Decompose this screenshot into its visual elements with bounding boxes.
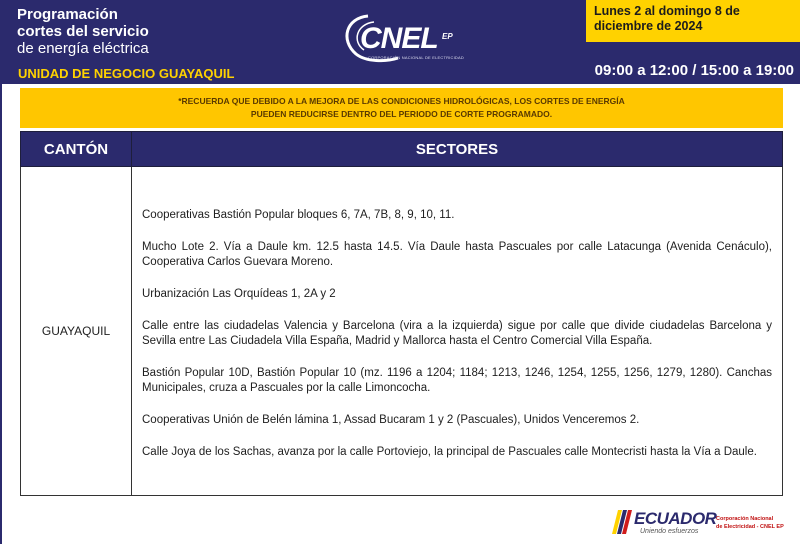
notice-line-2: PUEDEN REDUCIRSE DENTRO DEL PERIODO DE CORTE PROGRAMADO. [250, 109, 553, 119]
title-line-1: Programación [17, 6, 118, 23]
title-line-3: de energía eléctrica [17, 40, 149, 57]
title-line-2: cortes del servicio [17, 23, 149, 40]
sector-item: Mucho Lote 2. Vía a Daule km. 12.5 hasta 14.5. Vía Daule hasta Pascuales por calle Latacunga (Avenida Cenáculo), Cooperativa Carlos Guevara Moreno. [142, 241, 772, 268]
sector-item: Cooperativas Bastión Popular bloques 6, 7A, 7B, 8, 9, 10, 11. [142, 209, 455, 221]
outage-hours: 09:00 a 12:00 / 15:00 a 19:00 [594, 62, 794, 79]
sector-item: Calle entre las ciudadelas Valencia y Barcelona (vira a la izquierda) sigue por calle que divide ciudadelas Barcelona y Sevilla entre Las Ciudadela Villa España, Madrid y Mallorca hasta el Centro Comercial Villa España. [142, 320, 772, 347]
sector-item: Cooperativas Unión de Belén lámina 1, Assad Bucaram 1 y 2 (Pascuales), Unidos Venceremos 2. [142, 414, 640, 426]
corporation-line-2: de Electricidad - CNEL EP [716, 524, 784, 530]
sectores-cell [132, 167, 783, 496]
hydrology-notice [20, 88, 783, 128]
cnel-wordmark: CNEL [360, 22, 438, 55]
date-range-badge: Lunes 2 al domingo 8 de diciembre de 2024 [586, 0, 800, 42]
business-unit-label: UNIDAD DE NEGOCIO GUAYAQUIL [18, 66, 235, 81]
canton-column-header: CANTÓN [21, 132, 132, 167]
outage-schedule-table [20, 131, 783, 496]
left-edge-border [0, 84, 2, 544]
header-banner [0, 0, 800, 84]
cnel-tagline: CORPORACIÓN NACIONAL DE ELECTRICIDAD [368, 55, 464, 60]
sector-item: Bastión Popular 10D, Bastión Popular 10 (mz. 1196 a 1204; 1184; 1213, 1246, 1254, 1255, 1256, 1279, 1280). Canchas Municipales, cruza a Pascuales por la calle Limoncocha. [142, 367, 772, 394]
corporation-name [716, 515, 784, 531]
table-header-row [21, 132, 783, 167]
notice-line-1: *RECUERDA QUE DEBIDO A LA MEJORA DE LAS CONDICIONES HIDROLÓGICAS, LOS CORTES DE ENERGÍA [178, 96, 625, 106]
canton-cell: GUAYAQUIL [21, 167, 132, 496]
cnel-ep-suffix: EP [442, 32, 453, 41]
cnel-logo [338, 10, 468, 70]
sector-item: Calle Joya de los Sachas, avanza por la calle Portoviejo, la principal de Pascuales calle Montecristi hasta la Vía a Daule. [142, 446, 757, 458]
ecuador-flag-stripes-icon [612, 510, 636, 534]
program-title [17, 6, 149, 57]
ecuador-wordmark: ECUADOR [634, 509, 717, 528]
ecuador-slogan: Uniendo esfuerzos [640, 528, 699, 535]
sector-item: Urbanización Las Orquídeas 1, 2A y 2 [142, 288, 336, 300]
ecuador-government-logo [612, 508, 792, 542]
table-row [21, 167, 783, 496]
corporation-line-1: Corporación Nacional [716, 516, 774, 522]
sectores-column-header: SECTORES [132, 132, 783, 167]
